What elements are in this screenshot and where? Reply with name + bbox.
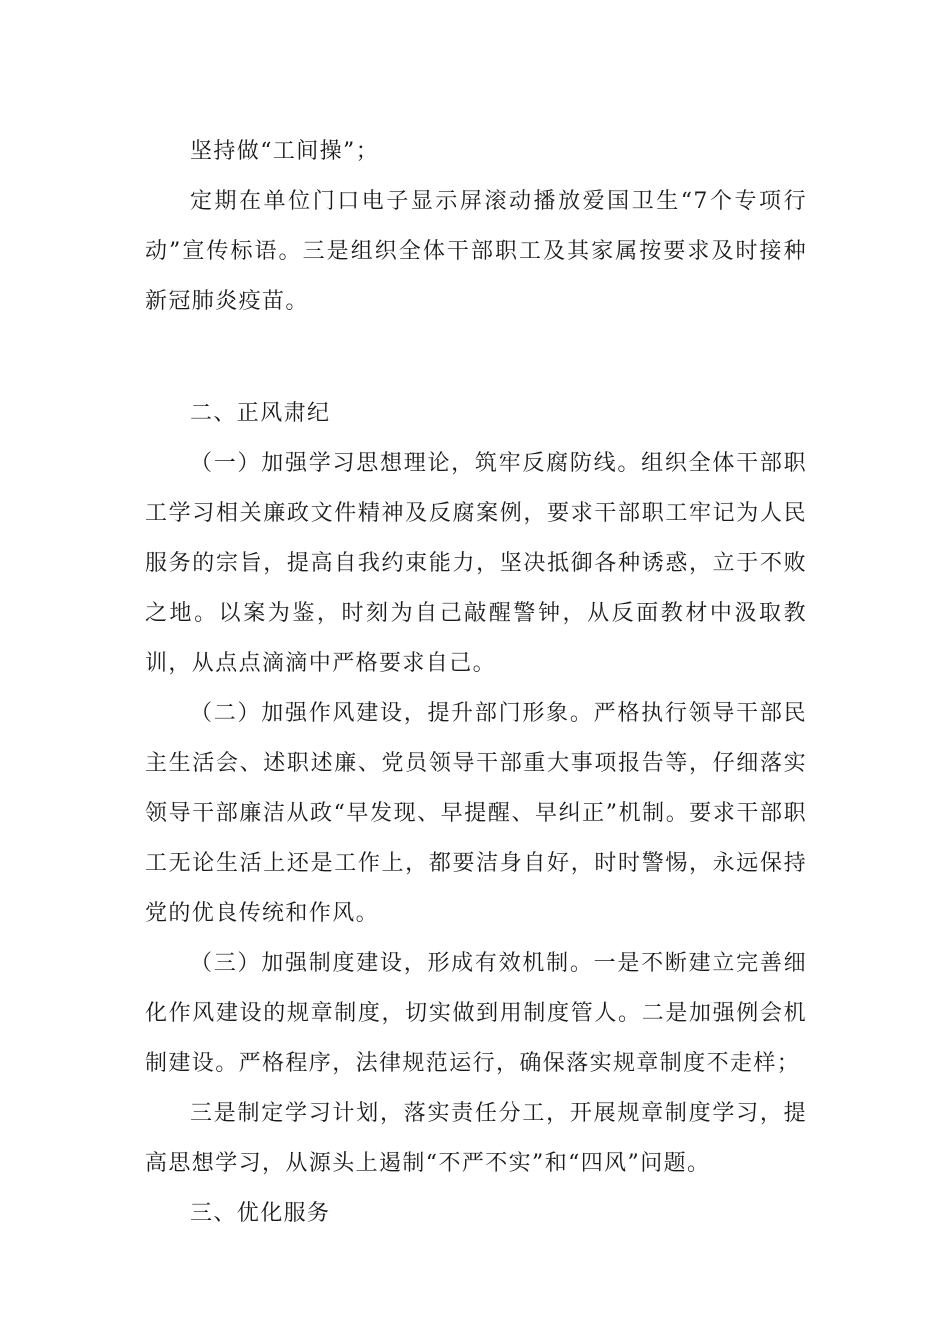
paragraph-publicity-vaccination: 定期在单位门口电子显示屏滚动播放爱国卫生“7个专项行动”宣传标语。三是组织全体干部职工及其家属按要求及时接种新冠肺炎疫苗。 — [145, 189, 807, 314]
paragraph-study-theory: （一）加强学习思想理论，筑牢反腐防线。组织全体干部职工学习相关廉政文件精神及反腐案例，要求干部职工牢记为人民服务的宗旨，提高自我约束能力，坚决抵御各种诱惑，立于不败之地。以案为鉴，时刻为自己敲醒警钟，从反面教材中汲取教训，从点点滴滴中严格要求自己。 — [145, 451, 807, 676]
section-heading-service: 三、优化服务 — [190, 1201, 331, 1226]
paragraph-work-exercise: 坚持做“工间操”； — [190, 139, 380, 164]
paragraph-system-building: （三）加强制度建设，形成有效机制。一是不断建立完善细化作风建设的规章制度，切实做到用制度管人。二是加强例会机制建设。严格程序，法律规范运行，确保落实规章制度不走样； — [145, 951, 807, 1076]
paragraph-work-style: （二）加强作风建设，提升部门形象。严格执行领导干部民主生活会、述职述廉、党员领导干部重大事项报告等，仔细落实领导干部廉洁从政“早发现、早提醒、早纠正”机制。要求干部职工无论生活上还是工作上，都要洁身自好，时时警惕，永远保持党的优良传统和作风。 — [145, 701, 807, 926]
document-body — [145, 127, 807, 1239]
paragraph-study-plan: 三是制定学习计划，落实责任分工，开展规章制度学习，提高思想学习，从源头上遏制“不严不实”和“四风”问题。 — [145, 1101, 807, 1176]
section-gap — [145, 327, 807, 389]
section-heading-discipline: 二、正风肃纪 — [190, 401, 331, 426]
